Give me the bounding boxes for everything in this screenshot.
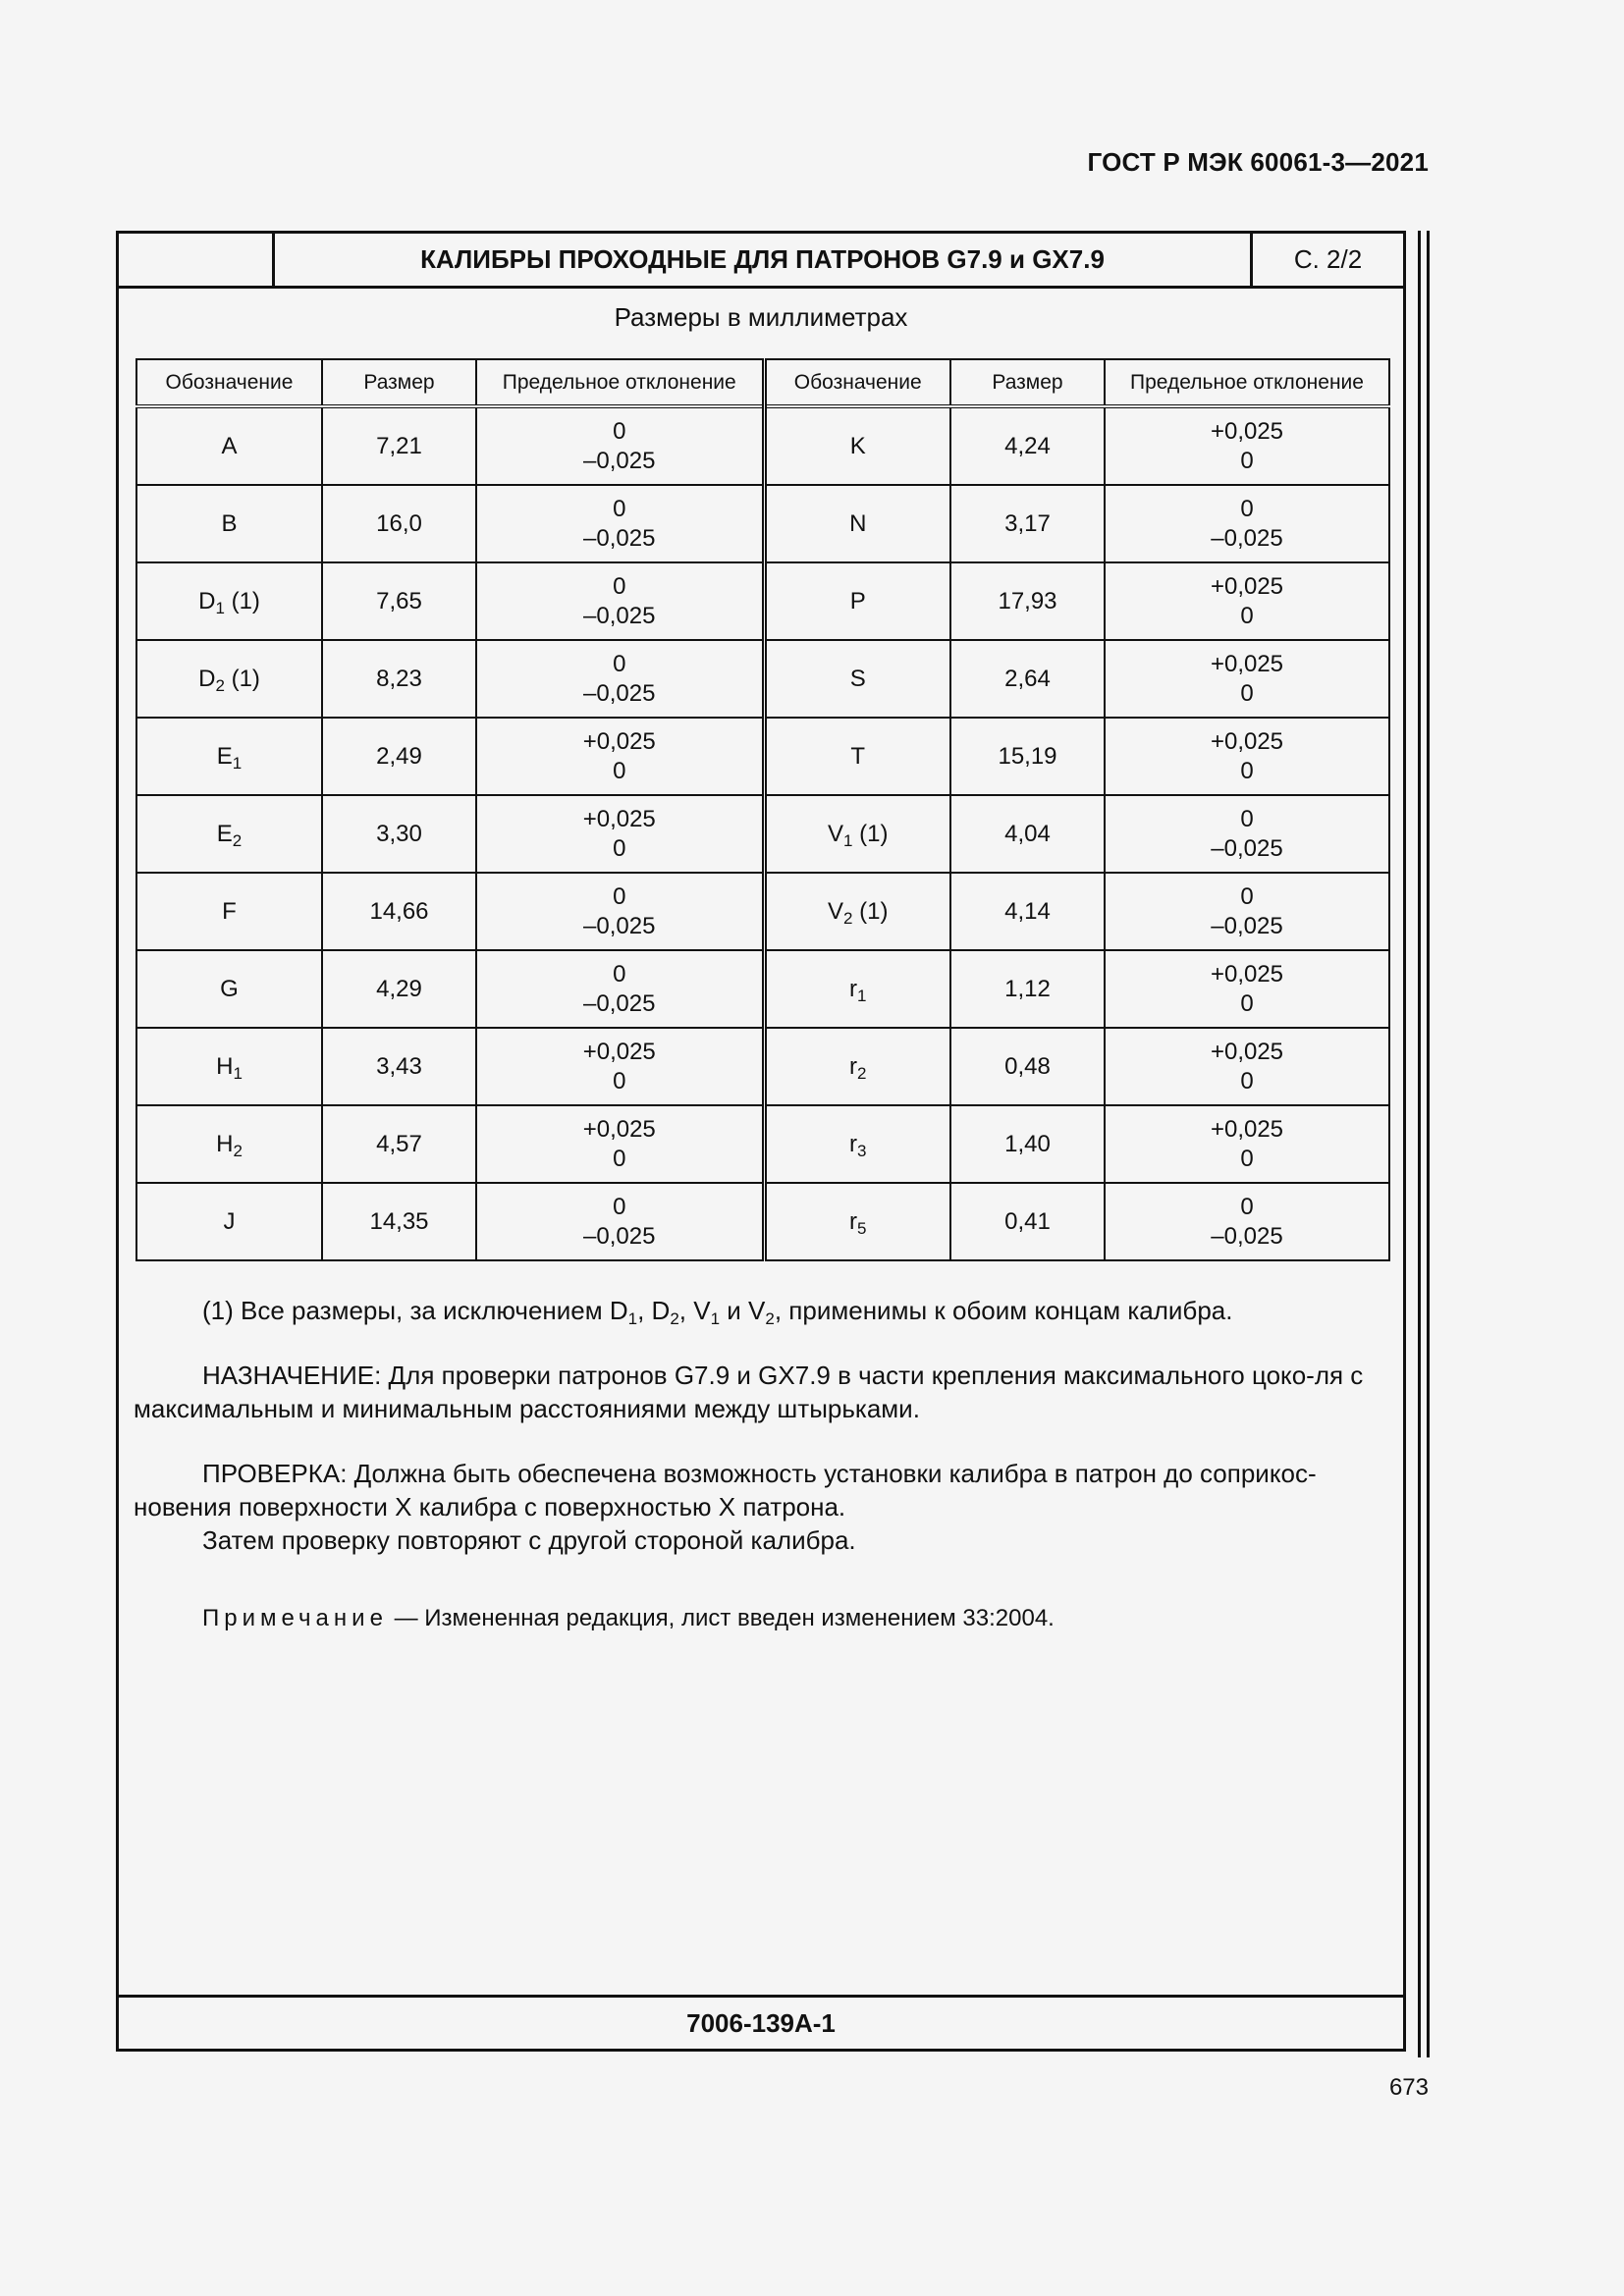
table-row	[136, 718, 1389, 795]
table-row	[136, 485, 1389, 562]
deviation-cell: +0,025 0	[1105, 950, 1389, 1028]
designation-cell: $E_1$	[136, 718, 322, 795]
size-cell: 4,14	[950, 873, 1105, 950]
size-cell: 3,30	[322, 795, 476, 873]
units-caption: Размеры в миллиметрах	[614, 302, 908, 332]
size-cell: 14,66	[322, 873, 476, 950]
deviation-cell: 0 –0,025	[476, 1183, 764, 1260]
deviation-cell: 0 –0,025	[476, 562, 764, 640]
size-cell: 15,19	[950, 718, 1105, 795]
designation-cell: $H_2$	[136, 1105, 322, 1183]
remark-label: Примечание	[202, 1605, 388, 1631]
table-row	[136, 640, 1389, 718]
title-bar	[119, 234, 1403, 289]
table-row	[136, 950, 1389, 1028]
designation-cell: S	[764, 640, 950, 718]
deviation-cell: +0,025 0	[1105, 1105, 1389, 1183]
check-repeat-paragraph: Затем проверку повторяют с другой стороной калибра.	[202, 1525, 856, 1555]
designation-cell: A	[136, 406, 322, 485]
notes-block	[134, 1294, 1388, 1635]
designation-cell: $r_1$	[764, 950, 950, 1028]
remark	[134, 1602, 1388, 1635]
size-cell: 1,12	[950, 950, 1105, 1028]
size-cell: 4,29	[322, 950, 476, 1028]
sheet-title: КАЛИБРЫ ПРОХОДНЫЕ ДЛЯ ПАТРОНОВ G7.9 и GX7.9	[275, 234, 1253, 286]
designation-cell: $r_5$	[764, 1183, 950, 1260]
designation-cell: $V_2$ (1)	[764, 873, 950, 950]
size-cell: 4,04	[950, 795, 1105, 873]
deviation-cell: 0 –0,025	[476, 406, 764, 485]
deviation-cell: +0,025 0	[476, 795, 764, 873]
designation-cell: J	[136, 1183, 322, 1260]
frame-side-line	[1418, 231, 1421, 2057]
check-paragraph: ПРОВЕРКА: Должна быть обеспечена возможность установки калибра в патрон до соприкос-новения поверхности X калибра с поверхностью X патрона.	[134, 1459, 1317, 1522]
size-cell: 4,24	[950, 406, 1105, 485]
size-cell: 8,23	[322, 640, 476, 718]
designation-cell: $D_1$ (1)	[136, 562, 322, 640]
deviation-cell: 0 –0,025	[476, 950, 764, 1028]
designation-cell: K	[764, 406, 950, 485]
purpose-paragraph: НАЗНАЧЕНИЕ: Для проверки патронов G7.9 и GX7.9 в части крепления максимального цоко-ля с максимальным и минимальным расстояниями между штырьками.	[134, 1361, 1364, 1423]
size-cell: 3,43	[322, 1028, 476, 1105]
table-row	[136, 562, 1389, 640]
footer-sheet-code: 7006-139A-1	[119, 1995, 1403, 2049]
table-row	[136, 1028, 1389, 1105]
designation-cell: $V_1$ (1)	[764, 795, 950, 873]
size-cell: 0,48	[950, 1028, 1105, 1105]
column-header: Обозначение	[764, 359, 950, 406]
table-row	[136, 873, 1389, 950]
deviation-cell: 0 –0,025	[1105, 795, 1389, 873]
column-header: Предельное отклонение	[476, 359, 764, 406]
designation-cell: P	[764, 562, 950, 640]
designation-cell: $E_2$	[136, 795, 322, 873]
frame-side-line	[1427, 231, 1430, 2057]
deviation-cell: +0,025 0	[1105, 406, 1389, 485]
column-header: Предельное отклонение	[1105, 359, 1389, 406]
designation-cell: B	[136, 485, 322, 562]
size-cell: 16,0	[322, 485, 476, 562]
designation-cell: $D_2$ (1)	[136, 640, 322, 718]
table-row	[136, 795, 1389, 873]
size-cell: 2,64	[950, 640, 1105, 718]
deviation-cell: +0,025 0	[1105, 562, 1389, 640]
title-empty-cell	[119, 234, 275, 286]
dimensions-table	[135, 358, 1390, 1261]
page-number: 673	[1388, 2074, 1429, 2101]
deviation-cell: 0 –0,025	[476, 485, 764, 562]
designation-cell: $r_3$	[764, 1105, 950, 1183]
designation-cell: T	[764, 718, 950, 795]
table-row	[136, 1105, 1389, 1183]
designation-cell: $r_2$	[764, 1028, 950, 1105]
sheet-number: С. 2/2	[1293, 244, 1363, 274]
size-cell: 3,17	[950, 485, 1105, 562]
deviation-cell: +0,025 0	[476, 1105, 764, 1183]
designation-cell: G	[136, 950, 322, 1028]
size-cell: 17,93	[950, 562, 1105, 640]
deviation-cell: +0,025 0	[1105, 1028, 1389, 1105]
size-cell: 1,40	[950, 1105, 1105, 1183]
designation-cell: N	[764, 485, 950, 562]
size-cell: 7,65	[322, 562, 476, 640]
size-cell: 2,49	[322, 718, 476, 795]
size-cell: 14,35	[322, 1183, 476, 1260]
table-row	[136, 1183, 1389, 1260]
table-body	[136, 406, 1389, 1260]
column-header: Размер	[950, 359, 1105, 406]
deviation-cell: 0 –0,025	[1105, 1183, 1389, 1260]
designation-cell: F	[136, 873, 322, 950]
deviation-cell: 0 –0,025	[1105, 873, 1389, 950]
deviation-cell: 0 –0,025	[476, 873, 764, 950]
size-cell: 0,41	[950, 1183, 1105, 1260]
deviation-cell: 0 –0,025	[1105, 485, 1389, 562]
standard-designation: ГОСТ Р МЭК 60061-3—2021	[1087, 147, 1429, 177]
size-cell: 7,21	[322, 406, 476, 485]
deviation-cell: +0,025 0	[476, 1028, 764, 1105]
column-header: Обозначение	[136, 359, 322, 406]
table-row	[136, 406, 1389, 485]
designation-cell: $H_1$	[136, 1028, 322, 1105]
deviation-cell: 0 –0,025	[476, 640, 764, 718]
drawing-frame	[116, 231, 1406, 2052]
deviation-cell: +0,025 0	[1105, 640, 1389, 718]
column-header: Размер	[322, 359, 476, 406]
deviation-cell: +0,025 0	[1105, 718, 1389, 795]
deviation-cell: +0,025 0	[476, 718, 764, 795]
remark-text: — Измененная редакция, лист введен изменением 33:2004.	[387, 1605, 1055, 1631]
table-header-row	[136, 359, 1389, 406]
size-cell: 4,57	[322, 1105, 476, 1183]
footnote: (1) Все размеры, за исключением $D_1$, $D_2$, $V_1$ и $V_2$, применимы к обоим концам калибра.	[202, 1296, 1233, 1328]
